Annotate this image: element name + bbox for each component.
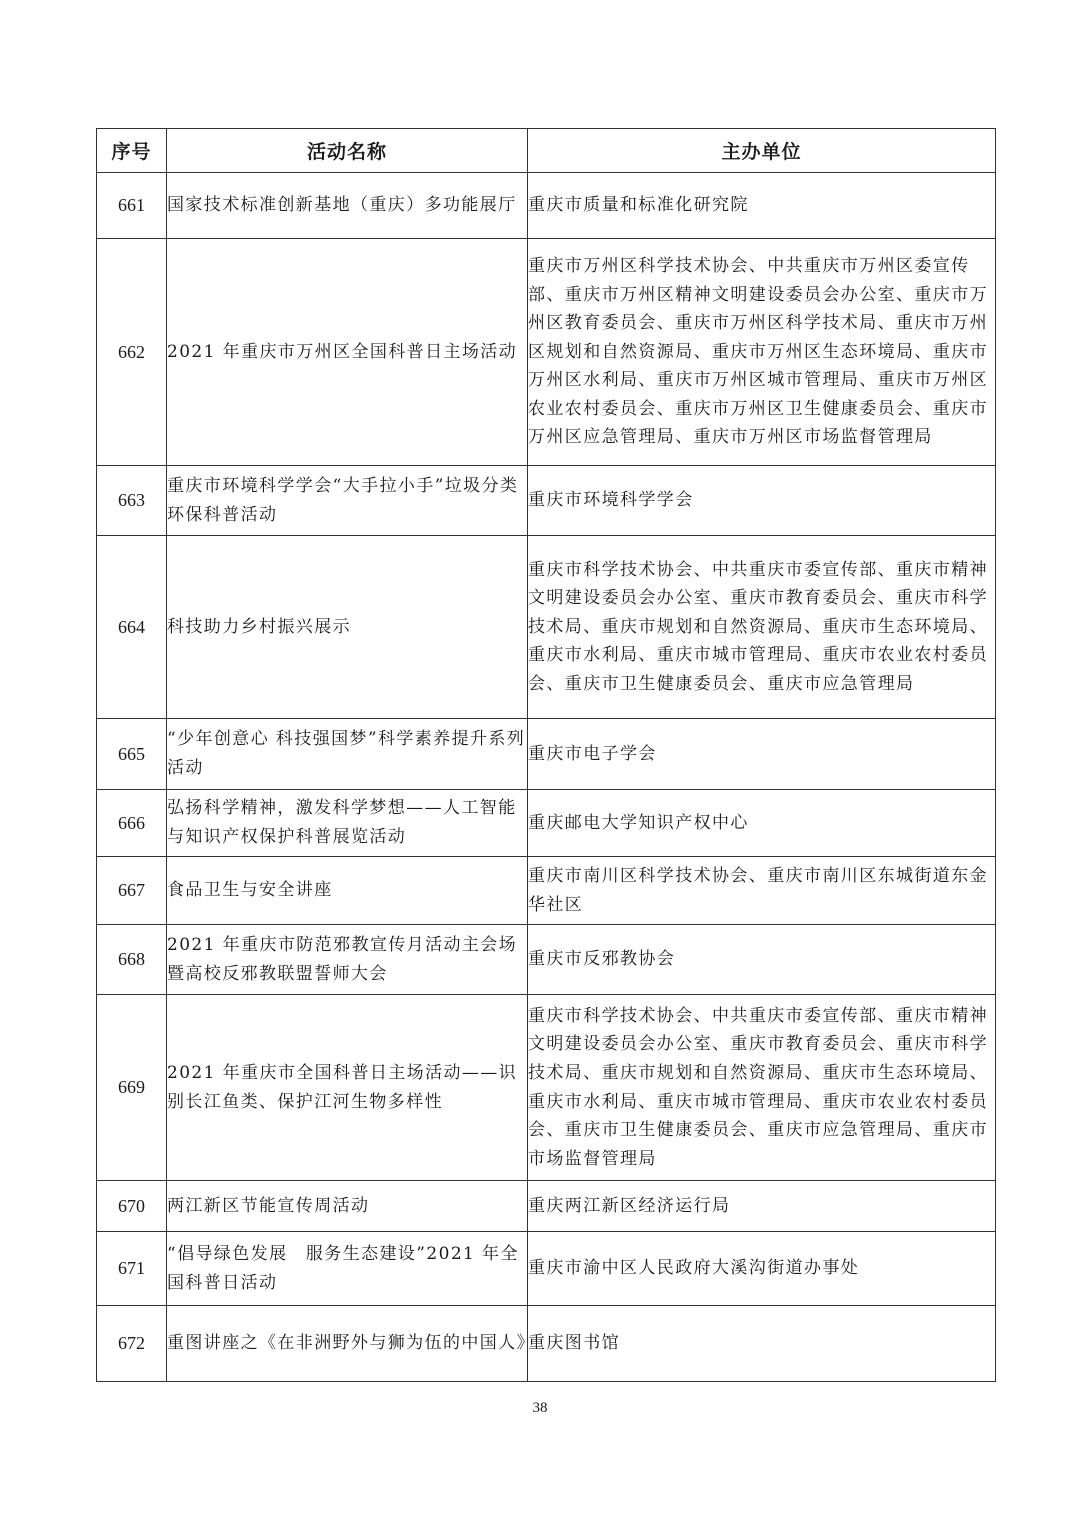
activity-name: 2021 年重庆市防范邪教宣传月活动主会场暨高校反邪教联盟誓师大会 <box>167 925 528 995</box>
table-row <box>97 790 996 857</box>
header-serial-number: 序号 <box>97 129 167 173</box>
row-number: 668 <box>97 925 167 995</box>
activity-name: 2021 年重庆市万州区全国科普日主场活动 <box>167 239 528 466</box>
activity-name: “少年创意心 科技强国梦”科学素养提升系列活动 <box>167 719 528 790</box>
row-number: 663 <box>97 466 167 536</box>
activity-name: 弘扬科学精神，激发科学梦想——人工智能与知识产权保护科普展览活动 <box>167 790 528 857</box>
table-row <box>97 1306 996 1382</box>
organizer: 重庆市科学技术协会、中共重庆市委宣传部、重庆市精神文明建设委员会办公室、重庆市教育委员会、重庆市科学技术局、重庆市规划和自然资源局、重庆市生态环境局、重庆市水利局、重庆市城市管理局、重庆市农业农村委员会、重庆市卫生健康委员会、重庆市应急管理局 <box>528 536 996 719</box>
page-number: 38 <box>532 1400 548 1416</box>
table-row <box>97 536 996 719</box>
organizer: 重庆市反邪教协会 <box>528 925 996 995</box>
table-row <box>97 466 996 536</box>
activity-name: 两江新区节能宣传周活动 <box>167 1181 528 1232</box>
row-number: 662 <box>97 239 167 466</box>
table-row <box>97 1181 996 1232</box>
organizer: 重庆市万州区科学技术协会、中共重庆市万州区委宣传部、重庆市万州区精神文明建设委员会办公室、重庆市万州区教育委员会、重庆市万州区科学技术局、重庆市万州区规划和自然资源局、重庆市万州区生态环境局、重庆市万州区水利局、重庆市万州区城市管理局、重庆市万州区农业农村委员会、重庆市万州区卫生健康委员会、重庆市万州区应急管理局、重庆市万州区市场监督管理局 <box>528 239 996 466</box>
table-row <box>97 173 996 239</box>
activity-name: 重庆市环境科学学会“大手拉小手”垃圾分类环保科普活动 <box>167 466 528 536</box>
row-number: 665 <box>97 719 167 790</box>
organizer: 重庆两江新区经济运行局 <box>528 1181 996 1232</box>
activity-name: 2021 年重庆市全国科普日主场活动——识别长江鱼类、保护江河生物多样性 <box>167 995 528 1181</box>
activity-table <box>96 128 996 1382</box>
row-number: 671 <box>97 1232 167 1306</box>
organizer: 重庆市南川区科学技术协会、重庆市南川区东城街道东金华社区 <box>528 857 996 925</box>
activity-name: 国家技术标准创新基地（重庆）多功能展厅 <box>167 173 528 239</box>
row-number: 669 <box>97 995 167 1181</box>
activity-name: 食品卫生与安全讲座 <box>167 857 528 925</box>
organizer: 重庆市质量和标准化研究院 <box>528 173 996 239</box>
activity-name: 科技助力乡村振兴展示 <box>167 536 528 719</box>
row-number: 667 <box>97 857 167 925</box>
row-number: 670 <box>97 1181 167 1232</box>
organizer: 重庆市科学技术协会、中共重庆市委宣传部、重庆市精神文明建设委员会办公室、重庆市教育委员会、重庆市科学技术局、重庆市规划和自然资源局、重庆市生态环境局、重庆市水利局、重庆市城市管理局、重庆市农业农村委员会、重庆市卫生健康委员会、重庆市应急管理局、重庆市市场监督管理局 <box>528 995 996 1181</box>
table-row <box>97 719 996 790</box>
activity-name: 重图讲座之《在非洲野外与狮为伍的中国人》 <box>167 1306 528 1382</box>
header-organizer: 主办单位 <box>528 129 996 173</box>
row-number: 664 <box>97 536 167 719</box>
organizer: 重庆市环境科学学会 <box>528 466 996 536</box>
header-activity-name: 活动名称 <box>167 129 528 173</box>
organizer: 重庆市电子学会 <box>528 719 996 790</box>
table-header-row <box>97 129 996 173</box>
table-row <box>97 239 996 466</box>
activity-name: “倡导绿色发展 服务生态建设”2021 年全国科普日活动 <box>167 1232 528 1306</box>
organizer: 重庆邮电大学知识产权中心 <box>528 790 996 857</box>
table-row <box>97 1232 996 1306</box>
table-row <box>97 925 996 995</box>
row-number: 672 <box>97 1306 167 1382</box>
row-number: 666 <box>97 790 167 857</box>
row-number: 661 <box>97 173 167 239</box>
table-row <box>97 995 996 1181</box>
table-row <box>97 857 996 925</box>
organizer: 重庆市渝中区人民政府大溪沟街道办事处 <box>528 1232 996 1306</box>
organizer: 重庆图书馆 <box>528 1306 996 1382</box>
